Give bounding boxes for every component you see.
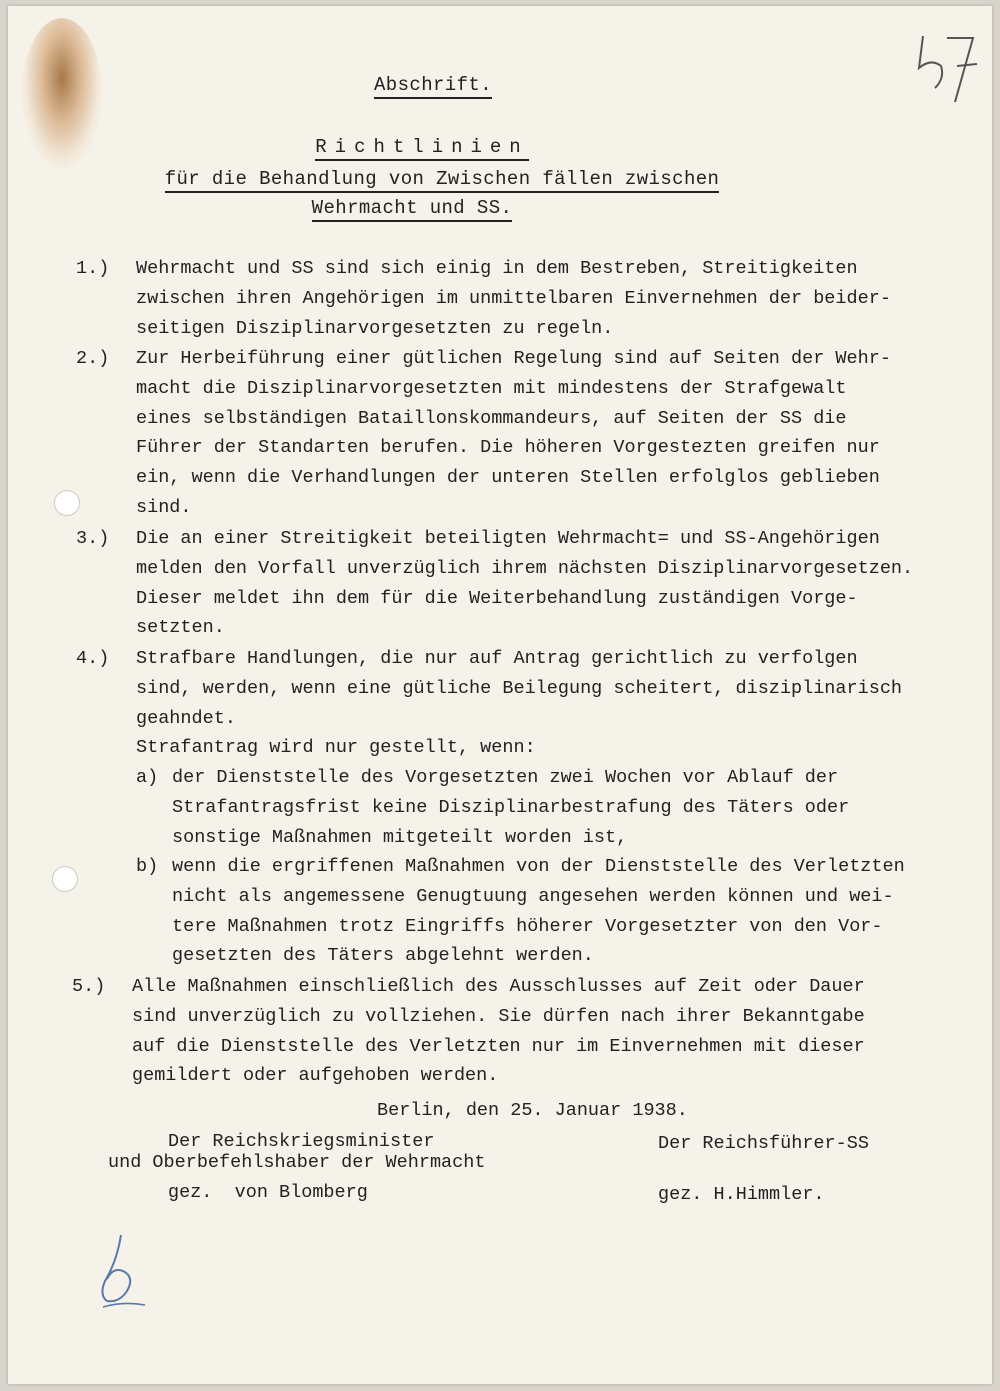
document-page bbox=[8, 6, 992, 1384]
text-line: sind unverzüglich zu vollziehen. Sie dürfen nach ihrer Bekanntgabe bbox=[132, 1005, 865, 1027]
copy-label-text: Abschrift. bbox=[374, 74, 492, 99]
text-line: ein, wenn die Verhandlungen der unteren Stellen erfolglos geblieben bbox=[136, 467, 880, 489]
right-signatory-title: Der Reichsführer-SS bbox=[658, 1133, 869, 1154]
text-line: tere Maßnahmen trotz Eingriffs höherer Vorgesetzter von den Vor- bbox=[172, 915, 883, 937]
right-signed-name: gez. H.Himmler. bbox=[658, 1184, 825, 1205]
text-line: Wehrmacht und SS sind sich einig in dem Bestreben, Streitigkeiten bbox=[136, 258, 858, 279]
text-line: Die an einer Streitigkeit beteiligten Wehrmacht= und SS-Angehörigen bbox=[136, 528, 880, 549]
text-line: seitigen Disziplinarvorgesetzten zu regeln. bbox=[136, 317, 614, 339]
item-number: 4.) bbox=[76, 648, 110, 669]
item-4-text bbox=[136, 644, 986, 763]
text-line: melden den Vorfall unverzüglich ihrem nächsten Disziplinarvorgesetzen. bbox=[136, 557, 914, 579]
handwritten-initials bbox=[93, 1231, 163, 1311]
text-line: gemildert oder aufgehoben werden. bbox=[132, 1065, 499, 1087]
text-line: wenn die ergriffenen Maßnahmen von der Dienststelle des Verletzten bbox=[172, 856, 905, 877]
text-line: auf die Dienststelle des Verletzten nur im Einvernehmen mit dieser bbox=[132, 1035, 865, 1057]
document-title bbox=[8, 136, 836, 158]
subitem-label: b) bbox=[136, 856, 159, 877]
left-signed-name: gez. von Blomberg bbox=[168, 1182, 368, 1203]
place-date: Berlin, den 25. Januar 1938. bbox=[377, 1100, 688, 1121]
text-line: sind. bbox=[136, 496, 192, 518]
subitem-label: a) bbox=[136, 767, 159, 788]
text-line: der Dienststelle des Vorgesetzten zwei Wochen vor Ablauf der bbox=[172, 767, 839, 788]
text-line: sonstige Maßnahmen mitgeteilt worden ist, bbox=[172, 826, 628, 848]
text-line: setzten. bbox=[136, 617, 225, 639]
copy-label bbox=[8, 74, 858, 96]
item-2-text bbox=[136, 344, 986, 523]
text-line: macht die Disziplinarvorgesetzten mit mindestens der Strafgewalt bbox=[136, 377, 847, 399]
item-5-text bbox=[132, 972, 982, 1091]
item-number: 2.) bbox=[76, 348, 110, 369]
item-number: 1.) bbox=[76, 258, 110, 279]
handwritten-page-number bbox=[913, 28, 983, 108]
item-1-text bbox=[136, 254, 986, 343]
punch-hole-lower bbox=[52, 866, 78, 892]
text-line: Alle Maßnahmen einschließlich des Ausschlusses auf Zeit oder Dauer bbox=[132, 976, 865, 997]
document-title-text: Richtlinien bbox=[315, 136, 528, 161]
text-line: Strafantragsfrist keine Disziplinarbestrafung des Täters oder bbox=[172, 796, 850, 818]
text-line: Führer der Standarten berufen. Die höheren Vorgestezten greifen nur bbox=[136, 437, 880, 459]
text-line: Strafbare Handlungen, die nur auf Antrag gerichtlich zu verfolgen bbox=[136, 648, 858, 669]
text-line: Zur Herbeiführung einer gütlichen Regelung sind auf Seiten der Wehr- bbox=[136, 348, 891, 369]
subtitle-line1-text: für die Behandlung von Zwischen fällen zwischen bbox=[165, 168, 720, 193]
document-subtitle-line1 bbox=[8, 168, 876, 190]
left-signatory-title-2: und Oberbefehlshaber der Wehrmacht bbox=[108, 1152, 486, 1173]
text-line: Dieser meldet ihn dem für die Weiterbehandlung zuständigen Vorge- bbox=[136, 587, 858, 609]
subitem-a-text bbox=[172, 763, 992, 852]
punch-hole-upper bbox=[54, 490, 80, 516]
text-line: gesetzten des Täters abgelehnt werden. bbox=[172, 945, 594, 967]
item-number: 5.) bbox=[72, 976, 106, 997]
subtitle-line2-text: Wehrmacht und SS. bbox=[312, 197, 513, 222]
item-number: 3.) bbox=[76, 528, 110, 549]
text-line: nicht als angemessene Genugtuung angesehen werden können und wei- bbox=[172, 885, 894, 907]
document-subtitle-line2 bbox=[8, 197, 816, 219]
text-line: zwischen ihren Angehörigen im unmittelbaren Einvernehmen der beider- bbox=[136, 287, 891, 309]
text-line: sind, werden, wenn eine gütliche Beilegung scheitert, disziplinarisch bbox=[136, 677, 903, 699]
item-3-text bbox=[136, 524, 986, 643]
left-signatory-title-1: Der Reichskriegsminister bbox=[168, 1131, 435, 1152]
subitem-b-text bbox=[172, 852, 992, 971]
text-line: Strafantrag wird nur gestellt, wenn: bbox=[136, 737, 536, 759]
text-line: eines selbständigen Bataillonskommandeurs, auf Seiten der SS die bbox=[136, 407, 847, 429]
text-line: geahndet. bbox=[136, 707, 236, 729]
